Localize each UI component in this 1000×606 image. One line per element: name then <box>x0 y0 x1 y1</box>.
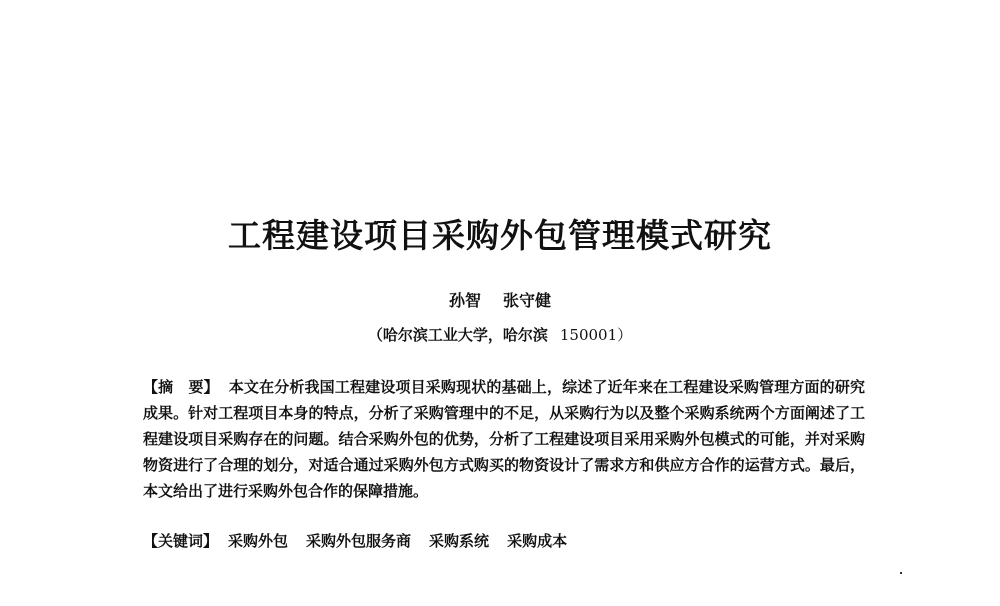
author-list <box>0 289 1000 313</box>
keyword: 采购成本 <box>507 532 568 550</box>
abstract <box>143 374 865 504</box>
paper-title: 工程建设项目采购外包管理模式研究 <box>228 216 772 255</box>
keywords-label: 【关键词】 <box>143 532 219 550</box>
keyword: 采购外包 <box>228 532 289 550</box>
affiliation <box>0 323 1000 347</box>
author-name: 孙智 <box>448 291 481 310</box>
author-name: 张守健 <box>503 291 552 310</box>
abstract-text: 本文在分析我国工程建设项目采购现状的基础上，综述了近年来在工程建设采购管理方面的研究成果。针对工程项目本身的特点，分析了采购管理中的不足，从采购行为以及整个采购系统两个方面阐述了工程建设项目采购存在的问题。结合采购外包的优势，分析了工程建设项目采用采购外包模式的可能，并对采购物资进行了合理的划分，对适合通过采购外包方式购买的物资设计了需求方和供应方合作的运营方式。最后，本文给出了进行采购外包合作的保障措施。 <box>143 378 865 500</box>
keywords <box>143 528 865 554</box>
keyword: 采购外包服务商 <box>306 532 412 550</box>
affiliation-text: （哈尔滨工业大学，哈尔滨 <box>367 326 548 344</box>
affiliation-postcode: 150001） <box>559 326 633 344</box>
abstract-label: 【摘 要】 <box>143 378 219 396</box>
scan-speck <box>900 572 902 574</box>
keyword: 采购系统 <box>429 532 490 550</box>
